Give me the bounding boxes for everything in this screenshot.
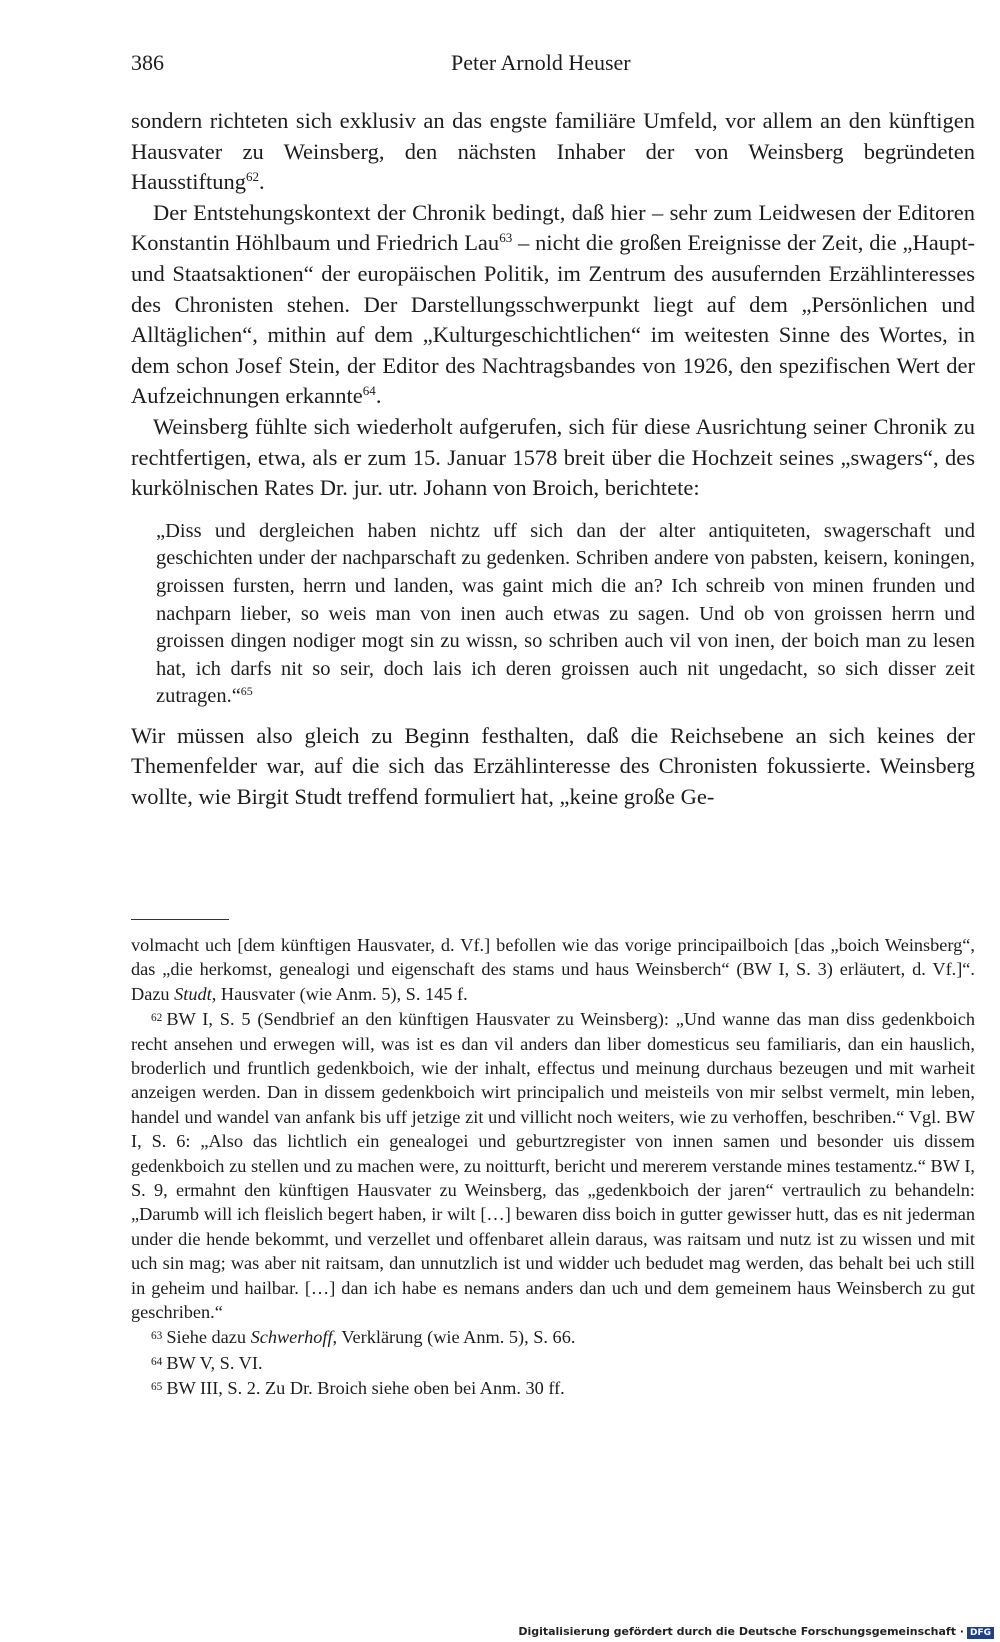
- author-name: Schwerhoff: [250, 1327, 333, 1348]
- running-title: Peter Arnold Heuser: [451, 50, 631, 75]
- digitization-credit: Digitalisierung gefördert durch die Deutsche Forschungsgemeinschaft · DFG: [518, 1625, 994, 1639]
- paragraph-3: Weinsberg fühlte sich wiederholt aufgerufen, sich für diese Ausrichtung seiner Chronik zu rechtfertigen, etwa, als er zum 15. Januar 1578 breit über die Hochzeit seines „swagers“, des kurkölnischen Rates Dr. jur. utr. Johann von Broich, berichtete:: [131, 413, 975, 501]
- footnote-63: $^{63}$ Siehe dazu Schwerhoff, Verklärung (wie Anm. 5), S. 66.: [151, 1327, 576, 1348]
- footnote-ref-64: 64: [362, 383, 376, 399]
- author-name: Studt: [174, 983, 212, 1004]
- footnote-ref-62: 62: [246, 169, 260, 185]
- dfg-logo: DFG: [967, 1627, 994, 1639]
- paragraph-4: Wir müssen also gleich zu Beginn festhalten, daß die Reichsebene an sich keines der Themenfelder war, auf die sich das Erzählinteresse des Chronisten fokussierte. Weinsberg wollte, wie Birgit Studt treffend formuliert hat, „keine große Ge-: [131, 722, 975, 810]
- footnote-62: $^{62}$ BW I, S. 5 (Sendbrief an den künftigen Hausvater zu Weinsberg): „Und wanne das man diss gedenkboich recht ansehen und erwegen will, was ist es dan vil anders dan liber domesticus seu familiaris, dan ein hauslich, broderlich und fruntlich gedenkboich, wie der inhalt, effectus und meinung durchaus bezeugen und mit warheit anzeigen werden. Dan in dissem gedenkboich wirt principalich und meisteils von mir selbst vermelt, min leben, handel und wandel van anfank bis uff jetzige zit und villicht noch weiters, wie zu verhoffen, beschriben.“ Vgl. BW I, S. 6: „Also das lichtlich ein genealogei und geburtzregister von innen samen und besonder uis dissem gedenkboich zu stellen und zu machen were, zu noitturft, bericht und mererem verstande mines testamentz.“ BW I, S. 9, ermahnt den künftigen Hausvater zu Weinsberg, das „gedenkboich der jaren“ vertraulich zu behandeln: „Darumb will ich fleislich begert haben, ir wilt […] bewaren diss boich in gutter gewisser hutt, das es nit jederman under die hende bekommt, und verzellet und offenbaret allein daraus, was raitsam und nutz ist zu wissen und mit uch sin mag; was aber nit raitsam, dan unnutzlich ist und widder uch bedudet mag werden, das behalt bei uch still in geheim und hailbar. […] dan ich habe es nemans anders dan uch und dem gemeinem haus Weinsberch zu gut geschriben.“: [131, 1009, 975, 1323]
- page-number: 386: [131, 50, 164, 75]
- footnote-65: $^{65}$ BW III, S. 2. Zu Dr. Broich siehe oben bei Anm. 30 ff.: [151, 1378, 565, 1399]
- footnote-ref-65: 65: [240, 684, 253, 699]
- footnotes: [131, 933, 975, 1401]
- footnote-ref-63: 63: [499, 230, 513, 246]
- footnote-64: $^{64}$ BW V, S. VI.: [151, 1352, 263, 1373]
- main-text: [131, 106, 975, 813]
- footnote-continuation: volmacht uch [dem künftigen Hausvater, d. Vf.] befollen wie das vorige principailboich [das „boich Weinsberg“, das „die herkomst, genealogi und eigenschaft des stams und haus Weinsberch“ (BW I, S. 3) erläutert, d. Vf.]“. Dazu Studt, Hausvater (wie Anm. 5), S. 145 f.: [131, 935, 975, 1004]
- footnote-separator: [131, 919, 229, 920]
- block-quote: „Diss und dergleichen haben nichtz uff sich dan der alter antiquiteten, swagerschaft und geschichten under der nachparschaft zu gedenken. Schriben andere von pabsten, keisern, koningen, groissen fursten, herrn und landen, was gaint mich die an? Ich schreib von minen frunden und nachparn lieber, so weis man von inen auch etwas zu sagen. Und ob von groissen herrn und groissen dingen nodiger mogt sin zu wissn, so schriben auch vil von inen, der boich man zu lesen hat, ich darfs nit so seir, doch lais ich deren groissen auch nit ungedacht, so sich disser zeit zutragen.“$^{65}$: [156, 519, 975, 708]
- page-header: [131, 50, 975, 82]
- paragraph-2: Der Entstehungskontext der Chronik bedingt, daß hier – sehr zum Leidwesen der Editoren Konstantin Höhlbaum und Friedrich Lau$^{63}$ – nicht die großen Ereignisse der Zeit, die „Haupt- und Staatsaktionen“ der europäischen Politik, im Zentrum des ausufernden Erzählinteresses des Chronisten stehen. Der Darstellungsschwerpunkt liegt auf dem „Persönlichen und Alltäglichen“, mithin auf dem „Kulturgeschichtlichen“ im weitesten Sinne des Wortes, in dem schon Josef Stein, der Editor des Nachtragsbandes von 1926, den spezifischen Wert der Aufzeichnungen erkannte$^{64}$.: [131, 199, 975, 409]
- paragraph-1: sondern richteten sich exklusiv an das engste familiäre Umfeld, vor allem an den künftigen Hausvater zu Weinsberg, den nächsten Inhaber der von Weinsberg begründeten Hausstiftung$^{62}$.: [131, 108, 975, 195]
